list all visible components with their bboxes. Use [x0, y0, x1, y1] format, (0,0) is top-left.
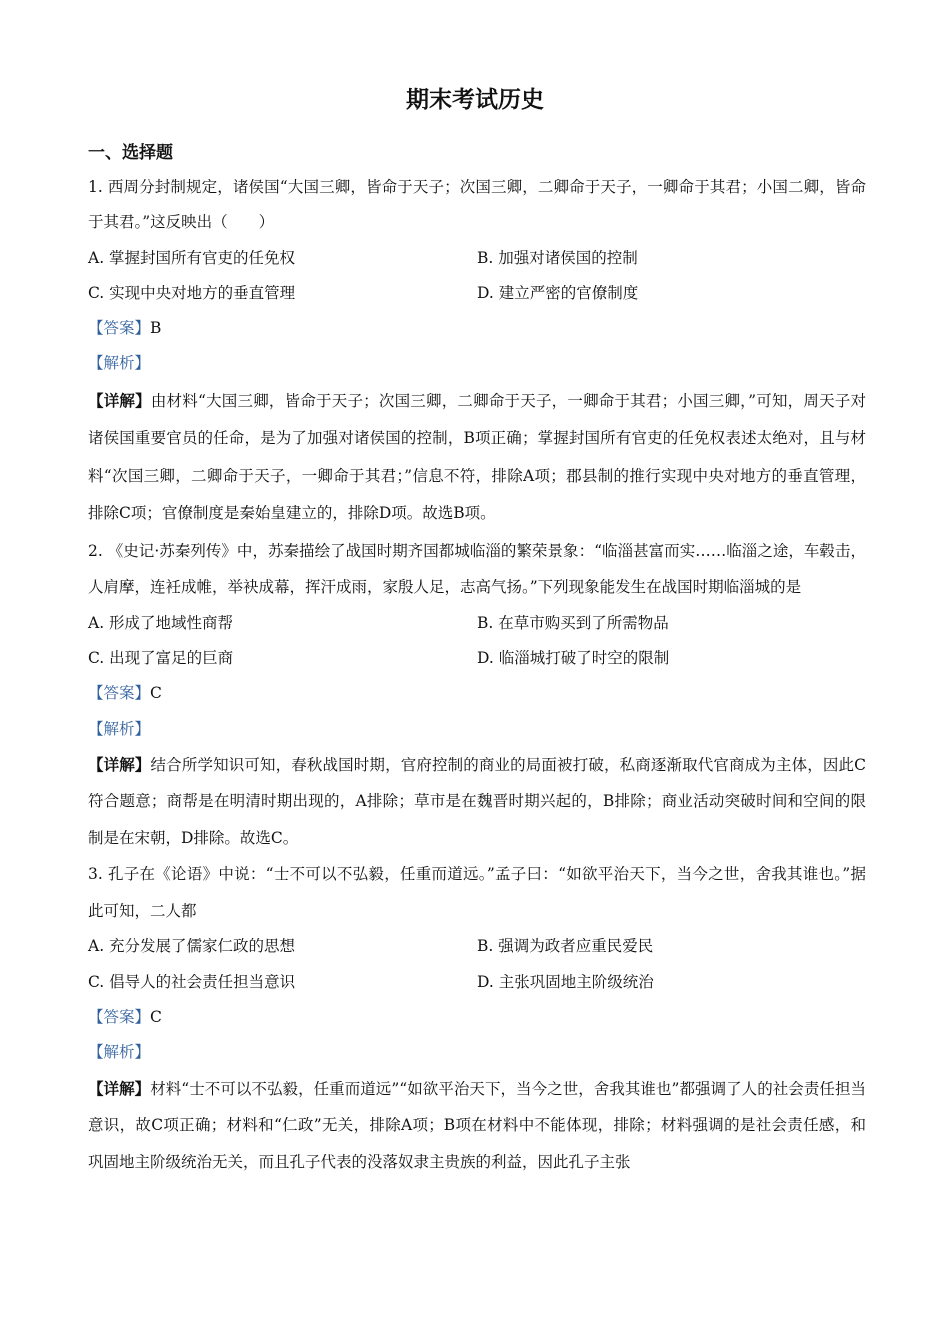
- detail-label: 【详解】: [88, 390, 151, 410]
- option-c: C. 实现中央对地方的垂直管理: [88, 283, 296, 302]
- detail-text: 材料“士不可以不弘毅，任重而道远”“如欲平治天下，当今之世，舍我其谁也”都强调了人的社会责任担当意识，故C项正确；材料和“仁政”无关，排除A项；B项在材料中不能体现，排除；材料强调的是社会责任感，和巩固地主阶级统治无关，而且孔子代表的没落奴隶主贵族的利益，因此孔子主张: [88, 1079, 866, 1171]
- option-d: D. 建立严密的官僚制度: [477, 283, 639, 302]
- question-stem: 2. 《史记·苏秦列传》中，苏秦描绘了战国时期齐国都城临淄的繁荣景象：“临淄甚富而实……临淄之途，车毂击，人肩摩，连衽成帷，举袂成幕，挥汗成雨，家殷人足，志高气扬。”下列现象能发生在战国时期临淄城的是: [88, 541, 866, 597]
- analysis-label: 【解析】: [88, 719, 151, 738]
- options-row: [88, 606, 866, 641]
- detail-paragraph: [88, 382, 866, 533]
- options-row: [88, 929, 866, 964]
- question-stem: 1. 西周分封制规定，诸侯国“大国三卿，皆命于天子；次国三卿，二卿命于天子，一卿命于其君；小国二卿，皆命于其君。”这反映出（ ）: [88, 178, 866, 232]
- options-row: [88, 276, 866, 311]
- analysis-line: [88, 712, 866, 747]
- option-b: B. 强调为政者应重民爱民: [477, 937, 654, 956]
- options-row: [88, 241, 866, 276]
- detail-text: 由材料“大国三卿，皆命于天子；次国三卿，二卿命于天子，一卿命于其君；小国三卿，”可知，周天子对诸侯国重要官员的任命，是为了加强对诸侯国的控制，B项正确；掌握封国所有官吏的任免权表述太绝对，且与材料“次国三卿，二卿命于天子，一卿命于其君；”信息不符，排除A项；郡县制的推行实现中央对地方的垂直管理，排除C项；官僚制度是秦始皇建立的，排除D项。故选B项。: [88, 391, 866, 523]
- section-heading: 一、选择题: [88, 143, 173, 163]
- answer-line: [88, 311, 866, 346]
- answer-label: 【答案】: [88, 319, 151, 338]
- questions-content: [88, 170, 866, 1180]
- option-c: C. 出现了富足的巨商: [88, 649, 234, 668]
- answer-value: B: [150, 319, 162, 338]
- option-c: C. 倡导人的社会责任担当意识: [88, 972, 296, 991]
- options-row: [88, 641, 866, 676]
- detail-text: 结合所学知识可知，春秋战国时期，官府控制的商业的局面被打破，私商逐渐取代官商成为主体，因此C符合题意；商帮是在明清时期出现的，A排除；草市是在魏晋时期兴起的，B排除；商业活动突破时间和空间的限制是在宋朝，D排除。故选C。: [88, 755, 866, 847]
- analysis-line: [88, 1035, 866, 1070]
- option-b: B. 在草市购买到了所需物品: [477, 613, 669, 632]
- option-a: A. 掌握封国所有官吏的任免权: [88, 248, 296, 267]
- detail-label: 【详解】: [88, 1078, 151, 1098]
- options-row: [88, 965, 866, 1000]
- detail-paragraph: [88, 747, 866, 857]
- answer-value: C: [150, 1008, 162, 1027]
- option-a: A. 形成了地域性商帮: [88, 613, 234, 632]
- detail-paragraph: [88, 1071, 866, 1181]
- option-d: D. 临淄城打破了时空的限制: [477, 649, 670, 668]
- option-a: A. 充分发展了儒家仁政的思想: [88, 937, 296, 956]
- analysis-label: 【解析】: [88, 354, 151, 373]
- answer-value: C: [150, 684, 162, 703]
- question-stem: 3. 孔子在《论语》中说：“士不可以不弘毅，任重而道远。”孟子曰：“如欲平治天下，当今之世，舍我其谁也。”据此可知，二人都: [88, 865, 866, 920]
- answer-line: [88, 676, 866, 711]
- answer-line: [88, 1000, 866, 1035]
- detail-label: 【详解】: [88, 754, 151, 774]
- analysis-line: [88, 346, 866, 381]
- document-title: 期末考试历史: [406, 86, 544, 113]
- answer-label: 【答案】: [88, 684, 151, 703]
- analysis-label: 【解析】: [88, 1043, 151, 1062]
- answer-label: 【答案】: [88, 1008, 151, 1027]
- option-b: B. 加强对诸侯国的控制: [477, 248, 638, 267]
- option-d: D. 主张巩固地主阶级统治: [477, 972, 654, 991]
